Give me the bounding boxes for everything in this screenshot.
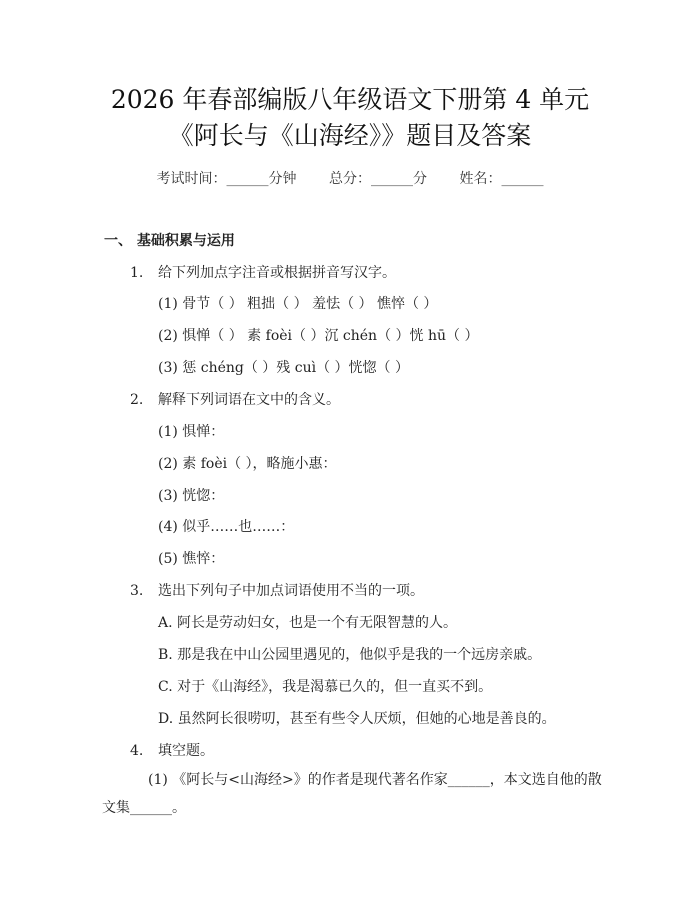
student-name-field: 姓名：______	[459, 171, 544, 187]
question-1	[130, 262, 396, 282]
question-1-item: (2) 惧惮（ ） 素 foèi（ ）沉 chén（ ）恍 hū（ ）	[158, 328, 479, 344]
question-3-option: A. 阿长是劳动妇女，也是一个有无限智慧的人。	[158, 615, 458, 631]
question-1-item: (1) 骨节（ ） 粗拙（ ） 羞怯（ ） 憔悴（ ）	[158, 296, 438, 312]
question-2-item: (2) 素 foèi（ ），略施小惠：	[158, 456, 337, 472]
question-number: 4.	[130, 743, 144, 759]
exam-meta	[0, 168, 700, 188]
question-text: 选出下列句子中加点词语使用不当的一项。	[158, 583, 424, 599]
question-1-item: (3) 惩 chéng（ ）残 cuì（ ）恍惚（ ）	[158, 360, 409, 376]
question-4-item: (1) 《阿长与<山海经>》的作者是现代著名作家______，本文选自他的散文集______。	[102, 772, 602, 816]
question-4	[130, 740, 214, 760]
question-2-item: (1) 惧惮：	[158, 424, 225, 440]
question-number: 3.	[130, 583, 144, 599]
question-2	[130, 389, 340, 409]
question-2-item: (5) 憔悴：	[158, 551, 225, 567]
total-score-field: 总分：______分	[329, 171, 427, 187]
question-2-item: (3) 恍惚：	[158, 488, 225, 504]
question-3	[130, 580, 424, 600]
question-text: 给下列加点字注音或根据拼音写汉字。	[158, 265, 396, 281]
question-text: 解释下列词语在文中的含义。	[158, 392, 340, 408]
section-heading: 一、 基础积累与运用	[104, 233, 235, 249]
page-title-line1: 2026 年春部编版八年级语文下册第 4 单元	[110, 85, 590, 114]
question-3-option: C. 对于《山海经》，我是渴慕已久的，但一直买不到。	[158, 679, 493, 695]
question-3-option: B. 那是我在中山公园里遇见的，他似乎是我的一个远房亲戚。	[158, 647, 542, 663]
page-title-line2: 《阿长与《山海经》》题目及答案	[168, 121, 532, 150]
question-number: 1.	[130, 265, 144, 281]
question-3-option: D. 虽然阿长很唠叨，甚至有些令人厌烦，但她的心地是善良的。	[158, 711, 556, 727]
question-2-item: (4) 似乎……也……：	[158, 519, 295, 535]
question-number: 2.	[130, 392, 144, 408]
exam-time-field: 考试时间：______分钟	[156, 171, 297, 187]
question-text: 填空题。	[158, 743, 214, 759]
